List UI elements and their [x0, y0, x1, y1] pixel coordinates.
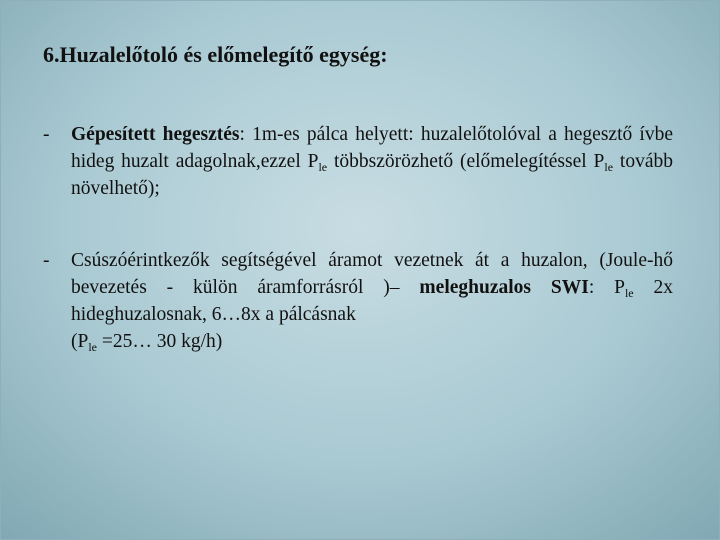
bullet-text: [71, 121, 673, 202]
text-segment: többszörözhető (előmelegítéssel P: [327, 151, 605, 172]
text-segment: Csúszóérintkezők segítségével áramot vezetnek át a huzalon, (Joule-hő bevezetés - külön áramforrásról )–: [71, 250, 673, 298]
text-segment: tovább növelhető);: [71, 151, 673, 199]
subscript: le: [88, 340, 98, 354]
subscript: le: [604, 160, 614, 174]
bullet-item-hot-wire: [43, 247, 673, 355]
text-segment: =25… 30 kg/h): [97, 331, 223, 352]
text-segment: 2x hideghuzalosnak, 6…8x a pálcásnak: [71, 277, 673, 325]
text-segment: (P: [71, 331, 89, 352]
text-segment: : P: [588, 277, 625, 298]
text-segment: : 1m-es pálca helyett: huzalelőtolóval a hegesztő ívbe hideg huzalt adagolnak,ezzel P: [71, 124, 673, 172]
subscript: le: [318, 160, 328, 174]
bold-term: meleghuzalos SWI: [419, 277, 589, 298]
subscript: le: [624, 286, 634, 300]
bullet-dash: -: [43, 124, 50, 145]
bullet-text: [71, 247, 673, 355]
bold-term: Gépesített hegesztés: [71, 124, 240, 145]
bullet-dash: -: [43, 250, 50, 271]
slide-title: 6.Huzalelőtoló és előmelegítő egység:: [43, 42, 388, 67]
bullet-item-wire-feeder: [43, 121, 673, 202]
